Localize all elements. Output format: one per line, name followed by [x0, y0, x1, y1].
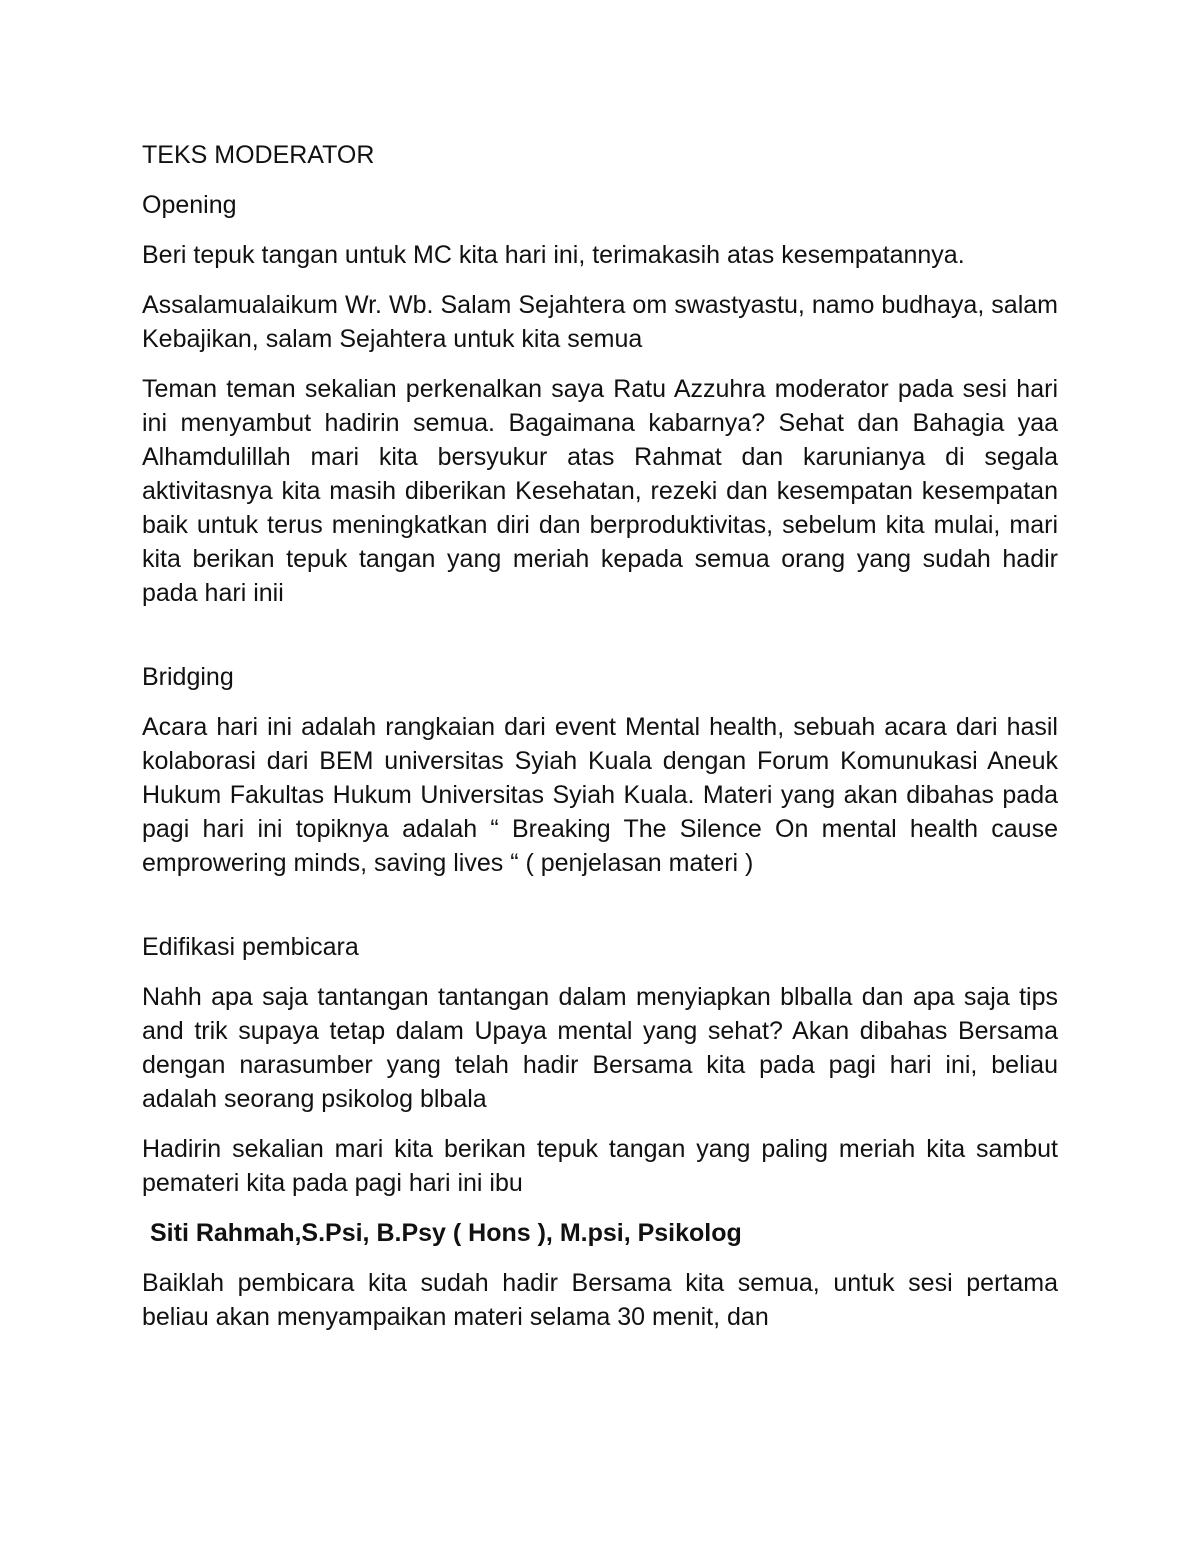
section-heading-bridging: Bridging	[142, 663, 234, 691]
edifikasi-paragraph-2: Hadirin sekalian mari kita berikan tepuk tangan yang paling meriah kita sambut pemateri kita pada pagi hari ini ibu	[142, 1135, 1058, 1197]
speaker-name: Siti Rahmah,S.Psi, B.Psy ( Hons ), M.psi, Psikolog	[150, 1219, 742, 1247]
edifikasi-paragraph-1: Nahh apa saja tantangan tantangan dalam menyiapkan blballa dan apa saja tips and trik supaya tetap dalam Upaya mental yang sehat? Akan dibahas Bersama dengan narasumber yang telah hadir Bersama kita pada pagi hari ini, beliau adalah seorang psikolog blbala	[142, 983, 1058, 1113]
bridging-paragraph-1: Acara hari ini adalah rangkaian dari event Mental health, sebuah acara dari hasil kolaborasi dari BEM universitas Syiah Kuala dengan Forum Komunukasi Aneuk Hukum Fakultas Hukum Universitas Syiah Kuala. Materi yang akan dibahas pada pagi hari ini topiknya adalah “ Breaking The Silence On mental health cause emprowering minds, saving lives “ ( penjelasan materi )	[142, 713, 1058, 877]
document-title: TEKS MODERATOR	[142, 141, 375, 169]
section-heading-opening: Opening	[142, 191, 237, 219]
document-page	[142, 138, 1058, 1334]
opening-paragraph-3: Teman teman sekalian perkenalkan saya Ratu Azzuhra moderator pada sesi hari ini menyambut hadirin semua. Bagaimana kabarnya? Sehat dan Bahagia yaa Alhamdulillah mari kita bersyukur atas Rahmat dan karunianya di segala aktivitasnya kita masih diberikan Kesehatan, rezeki dan kesempatan kesempatan baik untuk terus meningkatkan diri dan berproduktivitas, sebelum kita mulai, mari kita berikan tepuk tangan yang meriah kepada semua orang yang sudah hadir pada hari inii	[142, 375, 1058, 607]
opening-paragraph-2: Assalamualaikum Wr. Wb. Salam Sejahtera om swastyastu, namo budhaya, salam Kebajikan, salam Sejahtera untuk kita semua	[142, 291, 1058, 353]
section-heading-edifikasi: Edifikasi pembicara	[142, 933, 359, 961]
opening-paragraph-1: Beri tepuk tangan untuk MC kita hari ini, terimakasih atas kesempatannya.	[142, 241, 965, 269]
edifikasi-paragraph-3: Baiklah pembicara kita sudah hadir Bersama kita semua, untuk sesi pertama beliau akan menyampaikan materi selama 30 menit, dan	[142, 1269, 1058, 1331]
